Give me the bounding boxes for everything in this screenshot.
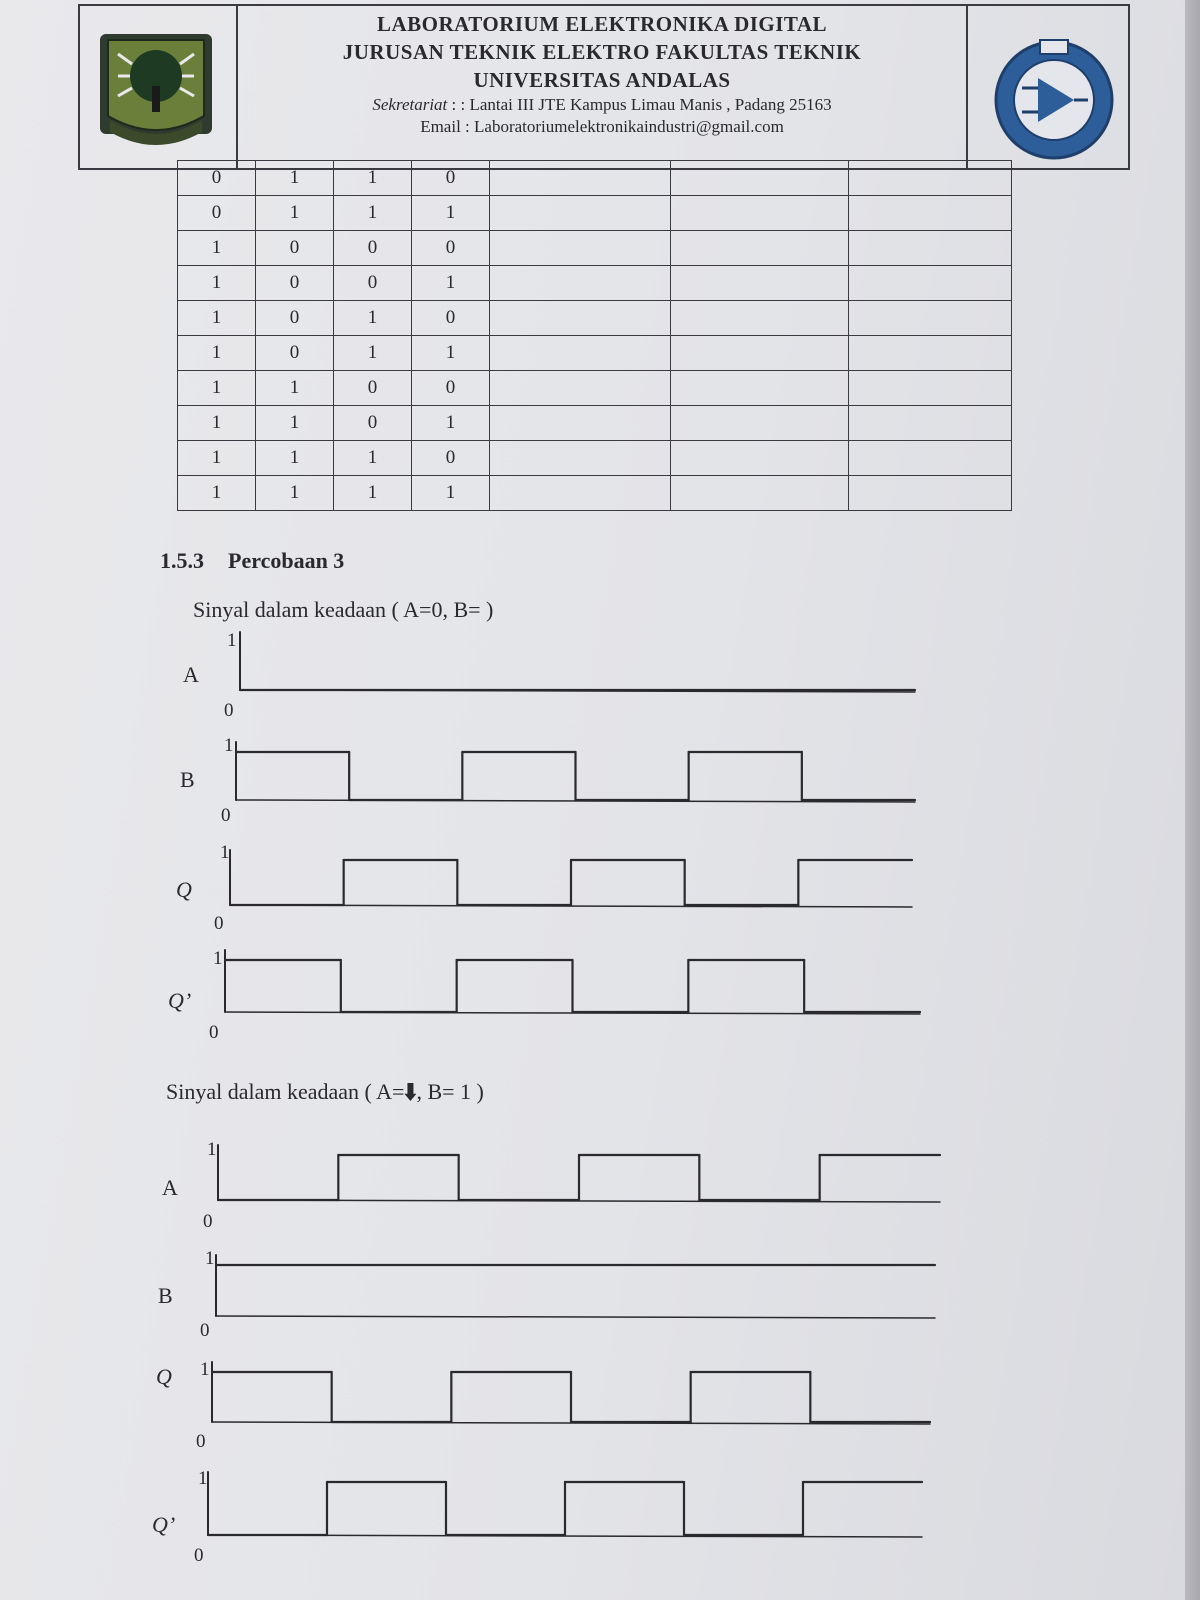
signal-b-label-2: B [158,1283,173,1308]
address-text: : : Lantai III JTE Kampus Limau Manis , Padang 25163 [451,95,832,114]
level-high-qnot-1: 1 [213,948,223,969]
table-cell: 1 [334,336,412,371]
table-cell: 0 [334,231,412,266]
wave-b-2-baseline [216,1316,935,1318]
table-cell: 1 [412,406,490,441]
table-cell: 1 [256,406,334,441]
signal-qnot-label-1: Q’ [168,988,192,1013]
level-high-a-2: 1 [207,1139,217,1160]
level-high-q-2: 1 [200,1359,210,1380]
section-title: Percobaan 3 [228,548,345,573]
level-low-qnot-2: 0 [194,1545,204,1566]
table-cell: 0 [256,266,334,301]
university-name: UNIVERSITAS ANDALAS [473,68,731,92]
table-cell: 0 [334,371,412,406]
table-cell: 0 [412,161,490,196]
table-cell: 1 [178,406,256,441]
table-cell: 1 [178,231,256,266]
table-cell: 1 [412,476,490,511]
table-cell: 1 [256,371,334,406]
level-low-b-1: 0 [221,805,231,826]
level-high-a-1: 1 [227,630,237,651]
signal-q-label-2: Q [156,1364,172,1389]
level-low-q-2: 0 [196,1431,206,1452]
table-cell: 1 [412,266,490,301]
table-cell: 1 [412,336,490,371]
table-cell: 1 [178,336,256,371]
table-cell: 1 [334,476,412,511]
section-number: 1.5.3 [160,548,204,573]
department-name: JURUSAN TEKNIK ELEKTRO FAKULTAS TEKNIK [342,40,862,64]
condition-1-label: Sinyal dalam keadaan ( A=0, B= ) [193,597,494,622]
table-cell: 0 [412,371,490,406]
table-cell: 0 [178,196,256,231]
table-cell: 1 [412,196,490,231]
table-cell: 1 [256,441,334,476]
level-low-a-1: 0 [224,700,234,721]
table-cell: 1 [256,476,334,511]
address-label: Sekretariat [372,95,448,114]
table-cell: 0 [256,301,334,336]
table-cell: 1 [334,441,412,476]
table-cell: 1 [178,301,256,336]
level-low-a-2: 0 [203,1211,213,1232]
table-cell: 0 [256,231,334,266]
table-cell: 1 [334,161,412,196]
table-cell: 1 [256,161,334,196]
level-low-b-2: 0 [200,1320,210,1341]
table-cell: 0 [412,441,490,476]
table-cell: 0 [412,231,490,266]
signal-a-label-1: A [183,662,199,687]
signal-q-label-1: Q [176,877,192,902]
lab-name: LABORATORIUM ELEKTRONIKA DIGITAL [376,12,828,36]
table-cell: 0 [334,406,412,441]
table-cell: 1 [334,196,412,231]
condition-2-prefix: Sinyal dalam keadaan ( A= [166,1079,405,1104]
signal-b-label-1: B [180,767,195,792]
table-cell: 1 [178,441,256,476]
page-edge [1185,0,1200,1600]
table-cell: 0 [178,161,256,196]
level-high-b-2: 1 [205,1248,215,1269]
table-cell: 1 [178,476,256,511]
level-high-q-1: 1 [220,842,230,863]
signal-qnot-label-2: Q’ [152,1512,176,1537]
email-line: Email : Laboratoriumelektronikaindustri@gmail.com [420,117,784,136]
table-cell: 1 [256,196,334,231]
condition-2-suffix: , B= 1 ) [416,1079,484,1104]
table-cell: 1 [178,266,256,301]
signal-a-label-2: A [162,1175,178,1200]
level-high-b-1: 1 [224,735,234,756]
table-cell: 0 [334,266,412,301]
level-low-q-1: 0 [214,913,224,934]
table-cell: 0 [256,336,334,371]
level-high-qnot-2: 1 [198,1468,208,1489]
table-cell: 0 [412,301,490,336]
table-cell: 1 [334,301,412,336]
level-low-qnot-1: 0 [209,1022,219,1043]
table-cell: 1 [178,371,256,406]
